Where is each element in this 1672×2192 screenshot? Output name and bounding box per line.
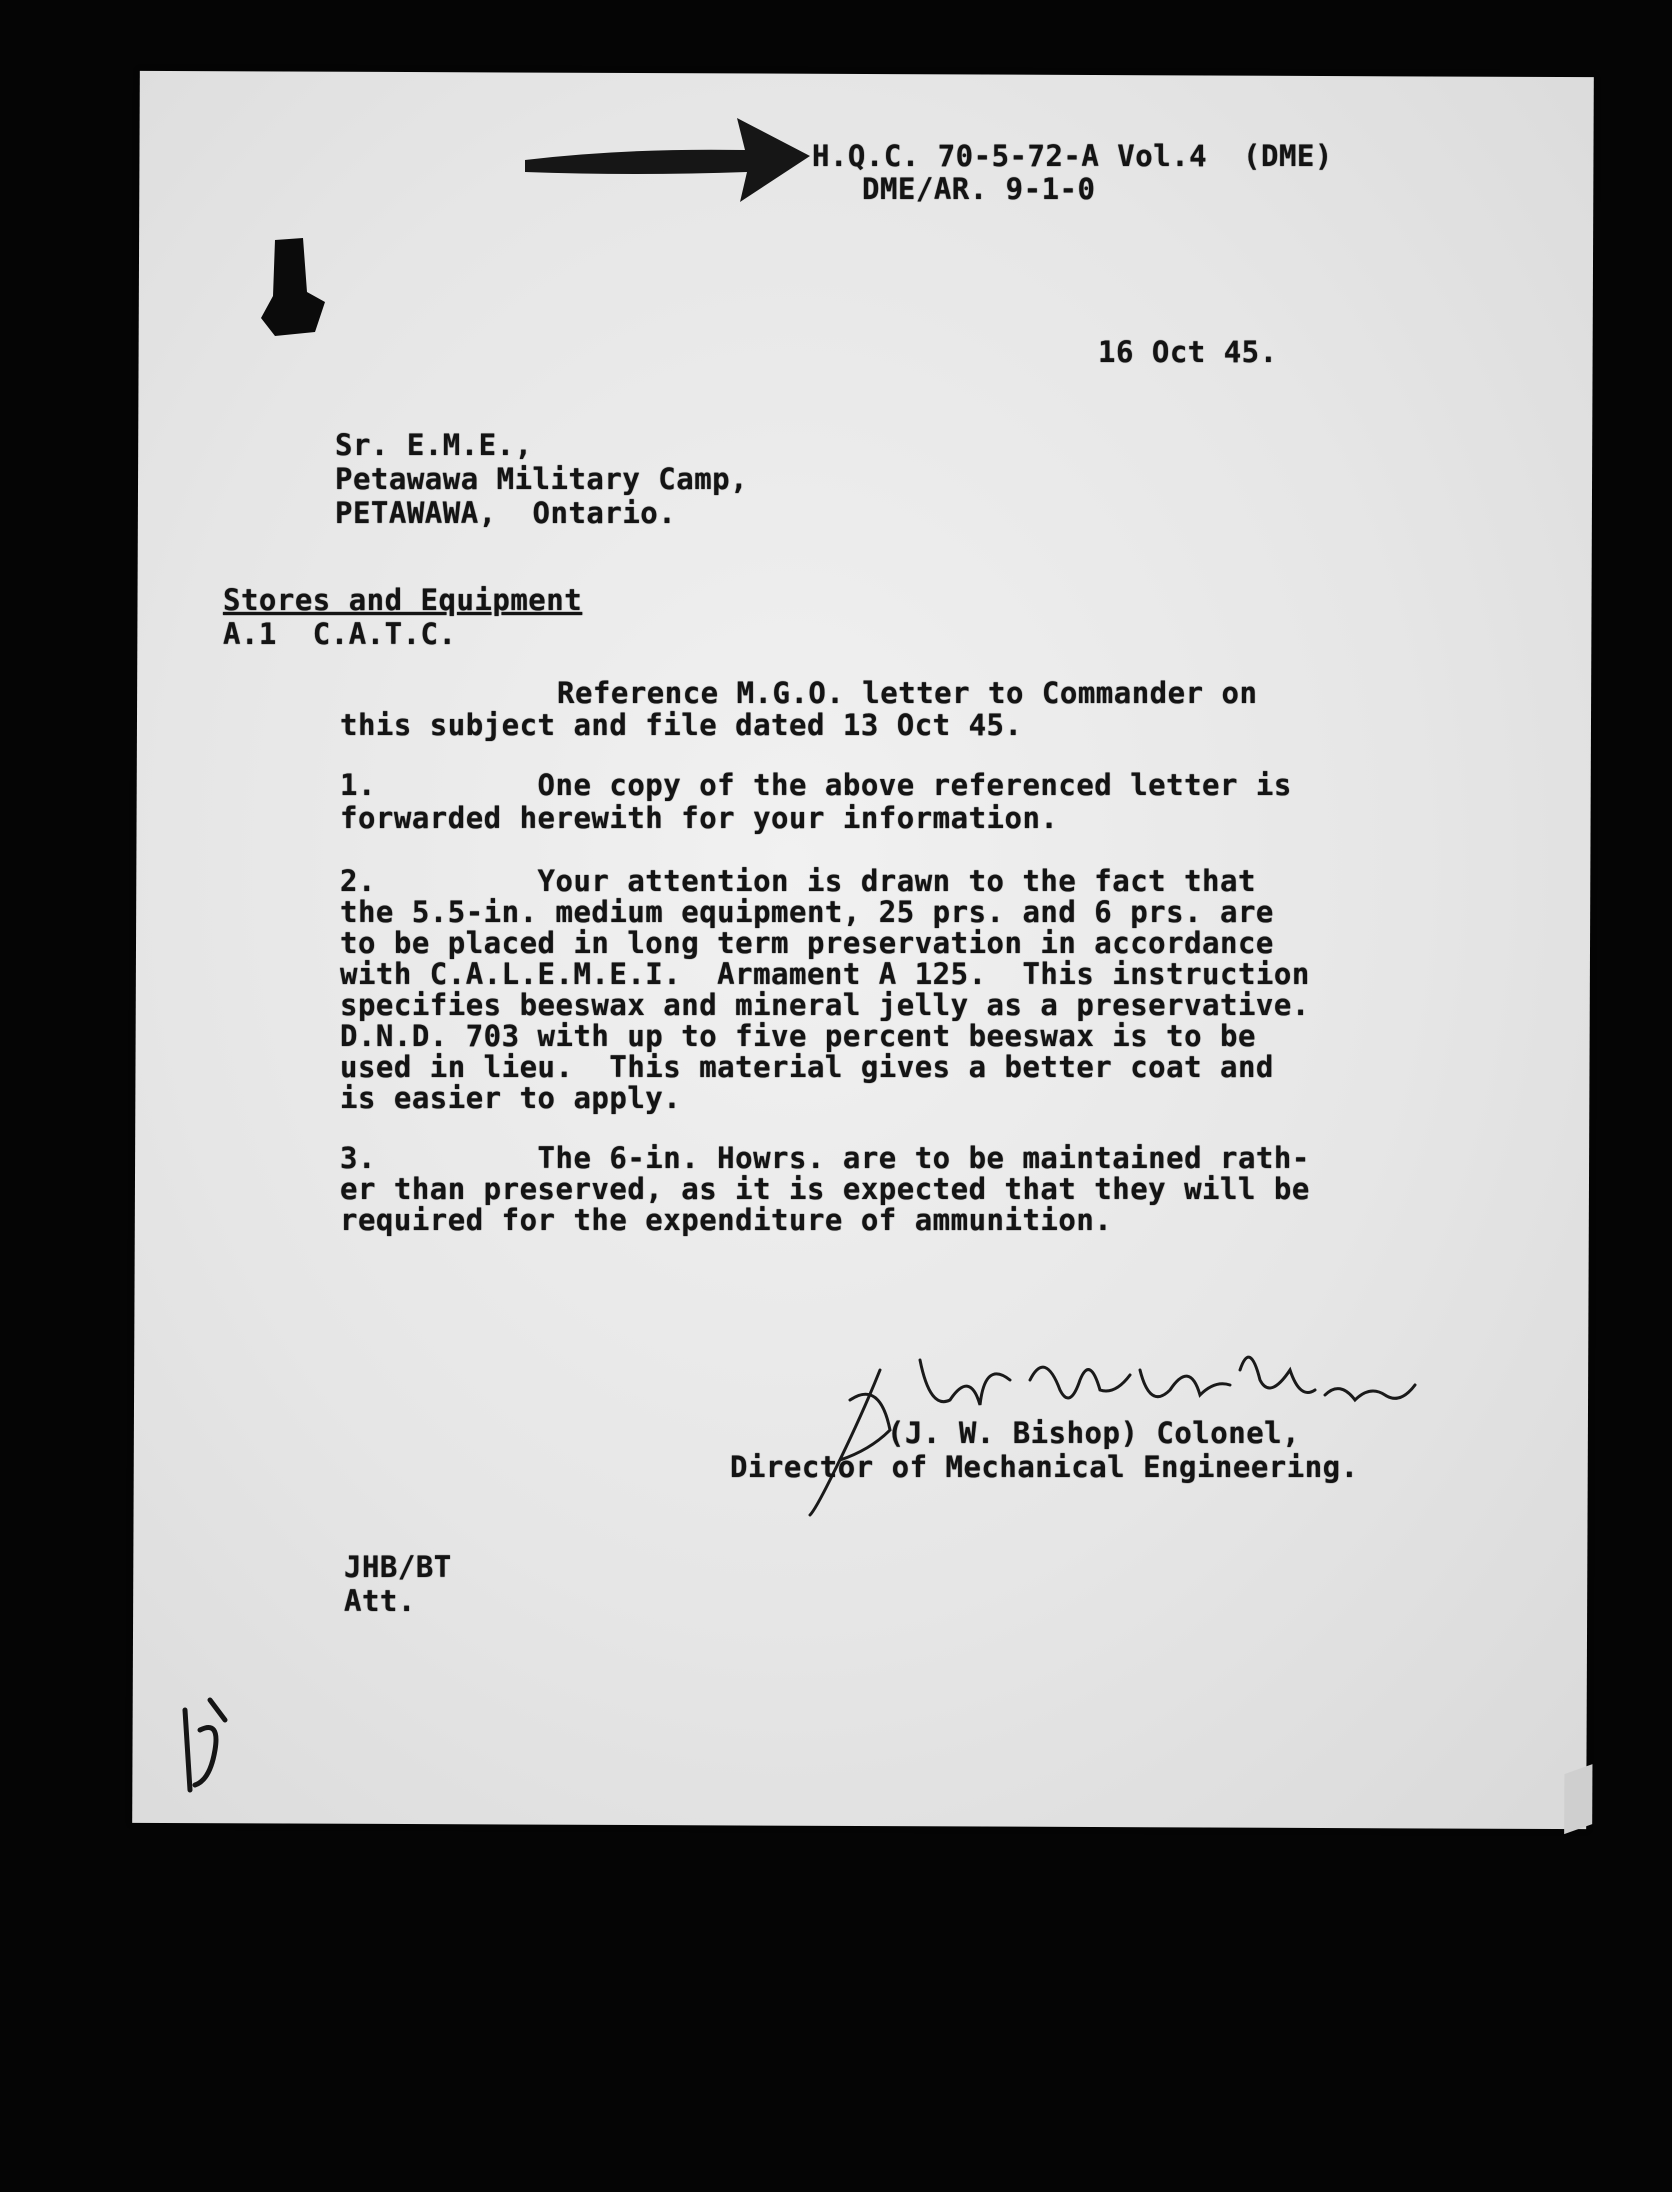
subject-title: Stores and Equipment <box>223 583 583 617</box>
paragraph-1-line-2: forwarded herewith for your information. <box>340 801 1059 835</box>
paragraph-2-line-6: D.N.D. 703 with up to five percent beeswax is to be <box>340 1019 1256 1053</box>
paragraph-2-line-1: 2. Your attention is drawn to the fact that <box>340 864 1256 898</box>
initials-line-2: Att. <box>344 1584 416 1618</box>
file-reference-line-1: H.Q.C. 70-5-72-A Vol.4 (DME) <box>812 139 1333 173</box>
signatory-line-1: (J. W. Bishop) Colonel, <box>887 1416 1301 1450</box>
letter-date: 16 Oct 45. <box>1098 335 1278 369</box>
intro-line-1: Reference M.G.O. letter to Commander on <box>557 676 1258 710</box>
subject-subtitle: A.1 C.A.T.C. <box>223 617 457 651</box>
paragraph-2-line-4: with C.A.L.E.M.E.I. Armament A 125. This instruction <box>340 957 1310 991</box>
address-line-1: Sr. E.M.E., <box>335 428 533 462</box>
signatory-line-2: Director of Mechanical Engineering. <box>730 1450 1359 1484</box>
address-line-2: Petawawa Military Camp, <box>335 462 749 496</box>
paragraph-3-line-2: er than preserved, as it is expected that they will be <box>340 1172 1310 1206</box>
paragraph-3-line-1: 3. The 6-in. Howrs. are to be maintained rath- <box>340 1141 1310 1175</box>
paragraph-2-line-5: specifies beeswax and mineral jelly as a preservative. <box>340 988 1310 1022</box>
arrow-marker-icon <box>525 110 815 210</box>
intro-line-2: this subject and file dated 13 Oct 45. <box>340 708 1023 742</box>
paragraph-2-line-2: the 5.5-in. medium equipment, 25 prs. and 6 prs. are <box>340 895 1274 929</box>
paragraph-3-line-3: required for the expenditure of ammunition. <box>340 1203 1113 1237</box>
paragraph-2-line-8: is easier to apply. <box>340 1081 682 1115</box>
paragraph-1-line-1: 1. One copy of the above referenced letter is <box>340 768 1292 802</box>
paragraph-2-line-3: to be placed in long term preservation in accordance <box>340 926 1274 960</box>
punch-hole-mark-icon <box>255 232 330 342</box>
handwritten-margin-mark-icon <box>170 1690 240 1800</box>
initials-line-1: JHB/BT <box>344 1550 452 1584</box>
address-line-3: PETAWAWA, Ontario. <box>335 496 677 530</box>
file-reference-line-2: DME/AR. 9-1-0 <box>862 172 1096 206</box>
paragraph-2-line-7: used in lieu. This material gives a better coat and <box>340 1050 1274 1084</box>
